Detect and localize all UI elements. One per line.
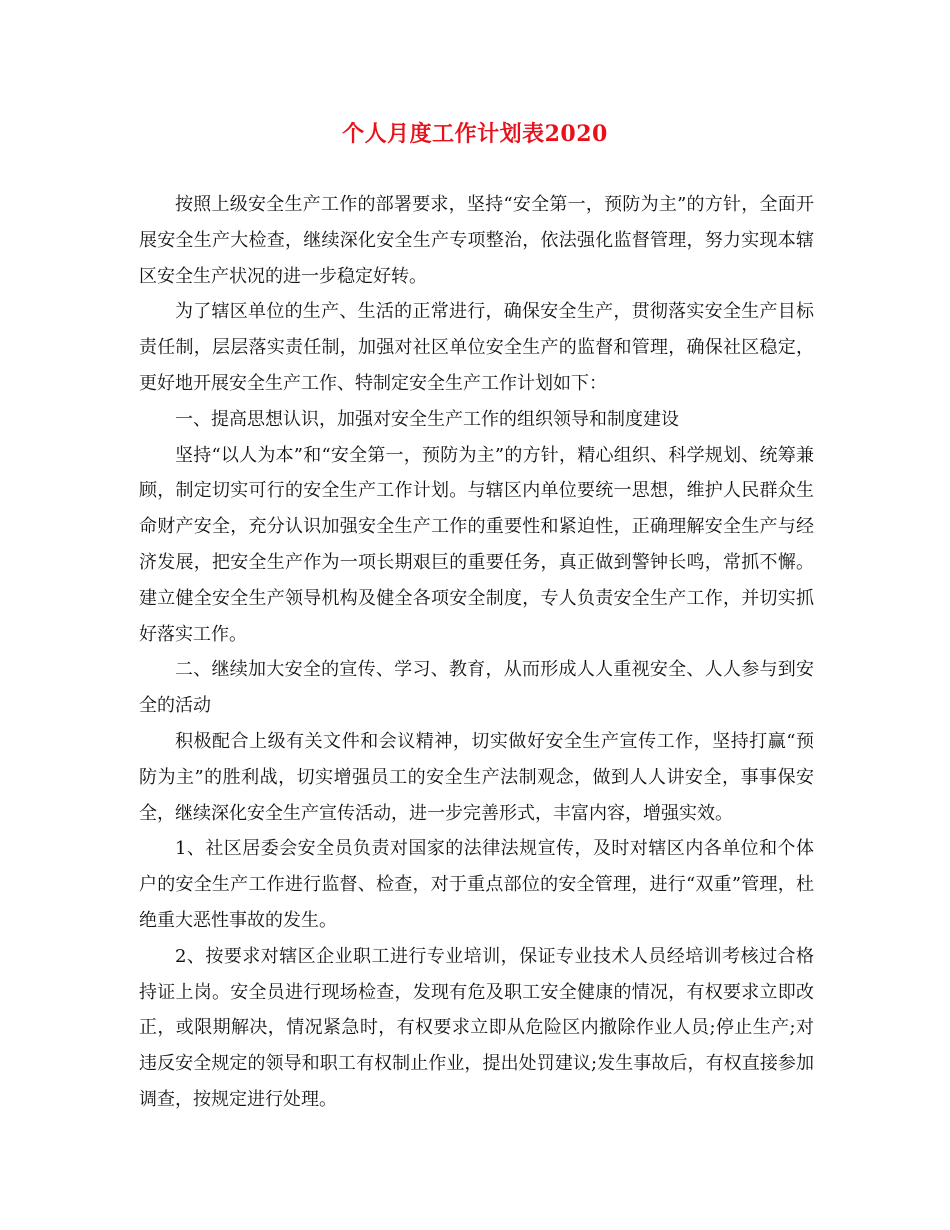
list-item-2: 2、按要求对辖区企业职工进行专业培训，保证专业技术人员经培训考核过合格持证上岗。安全员进行现场检查，发现有危及职工安全健康的情况，有权要求立即改正，或限期解决，情况紧急时，有权要求立即从危险区内撤除作业人员;停止生产;对违反安全规定的领导和职工有权制止作业，提出处罚建议;发生事故后，有权直接参加调查，按规定进行处理。 xyxy=(139,945,814,1110)
document-body xyxy=(139,187,814,1118)
section-heading-1: 一、提高思想认识，加强对安全生产工作的组织领导和制度建设 xyxy=(175,408,679,430)
paragraph-purpose: 为了辖区单位的生产、生活的正常进行，确保安全生产，贯彻落实安全生产目标责任制，层层落实责任制，加强对社区单位安全生产的监督和管理，确保社区稳定，更好地开展安全生产工作、特制定安全生产工作计划如下： xyxy=(139,301,814,394)
paragraph-section-2: 积极配合上级有关文件和会议精神，切实做好安全生产宣传工作，坚持打赢“预防为主”的胜利战，切实增强员工的安全生产法制观念，做到人人讲安全，事事保安全，继续深化安全生产宣传活动，进一步完善形式，丰富内容，增强实效。 xyxy=(139,730,814,824)
list-item-1: 1、社区居委会安全员负责对国家的法律法规宣传，及时对辖区内各单位和个体户的安全生产工作进行监督、检查，对于重点部位的安全管理，进行“双重”管理，杜绝重大恶性事故的发生。 xyxy=(139,838,814,931)
section-heading-2: 二、继续加大安全的宣传、学习、教育，从而形成人人重视安全、人人参与到安全的活动 xyxy=(139,659,814,717)
document-title: 个人月度工作计划表2020 xyxy=(342,121,608,147)
paragraph-intro: 按照上级安全生产工作的部署要求，坚持“安全第一，预防为主”的方针，全面开展安全生产大检查，继续深化安全生产专项整治，依法强化监督管理，努力实现本辖区安全生产状况的进一步稳定好转。 xyxy=(139,194,814,287)
paragraph-section-1: 坚持“以人为本”和“安全第一，预防为主”的方针，精心组织、科学规划、统筹兼顾，制定切实可行的安全生产工作计划。与辖区内单位要统一思想，维护人民群众生命财产安全，充分认识加强安全生产工作的重要性和紧迫性，正确理解安全生产与经济发展，把安全生产作为一项长期艰巨的重要任务，真正做到警钟长鸣，常抓不懈。建立健全安全生产领导机构及健全各项安全制度，专人负责安全生产工作，并切实抓好落实工作。 xyxy=(139,444,814,645)
